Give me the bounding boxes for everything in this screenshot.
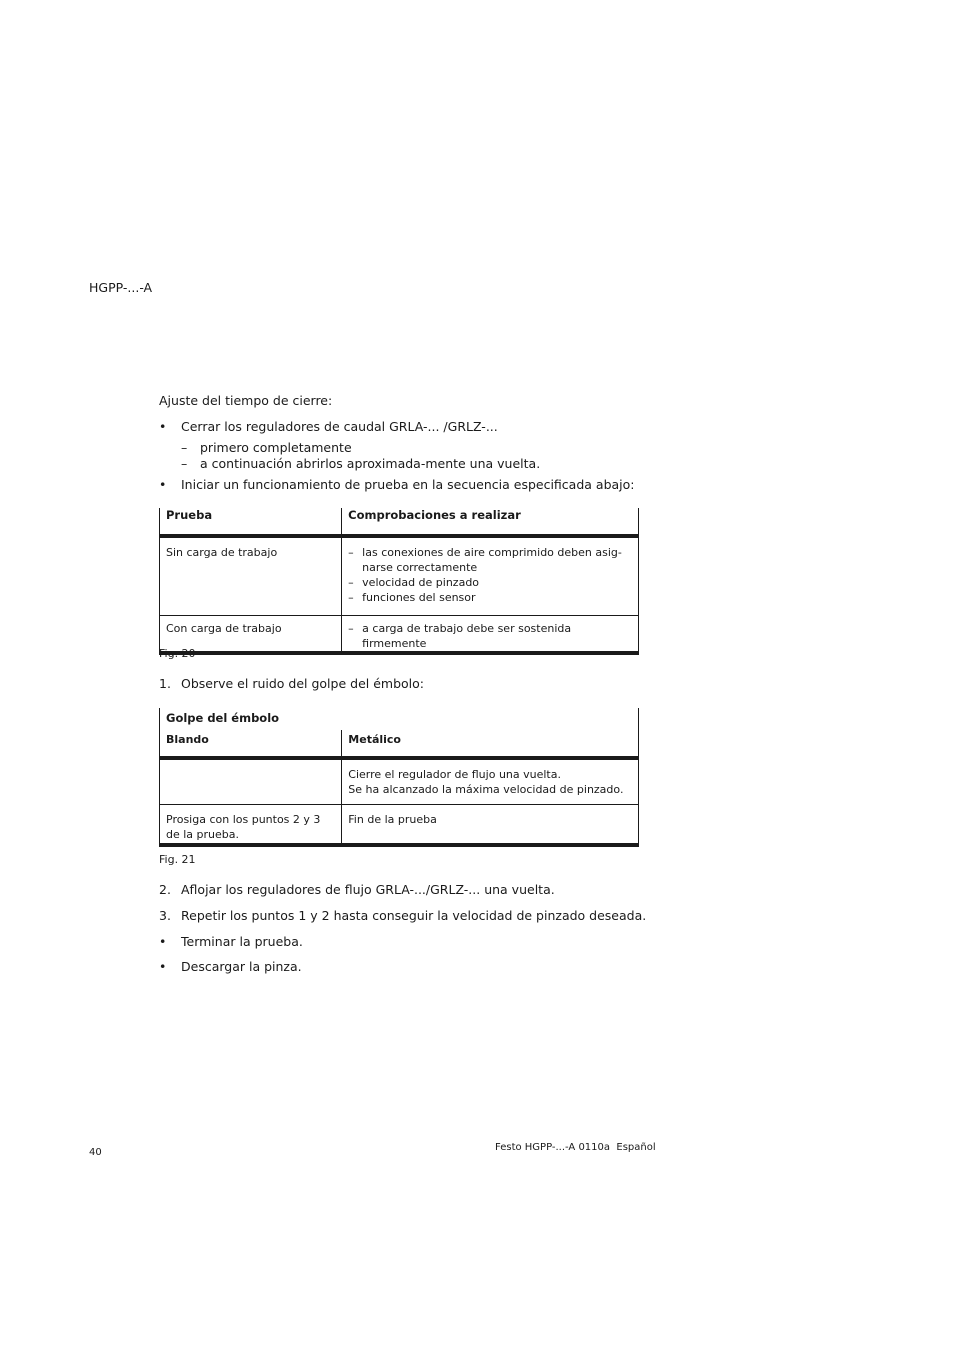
dash-symbol: – [348, 576, 354, 589]
dash-symbol: – [181, 440, 188, 455]
test-cell: Con carga de trabajo [160, 616, 342, 654]
document-reference: Festo HGPP-...-A 0110a Español [495, 1142, 656, 1153]
check-item [348, 621, 632, 651]
stroke-table [159, 708, 639, 847]
table-row [160, 536, 639, 616]
test-table [159, 508, 639, 655]
metal-cell [342, 805, 639, 846]
check-text: a carga de trabajo debe ser sostenida firmemente [362, 622, 572, 650]
check-text: las conexiones de aire comprimido deben asig-narse correctamente [362, 546, 622, 574]
dash-symbol: – [348, 622, 354, 635]
bullet-symbol: • [159, 419, 167, 434]
check-item [348, 545, 632, 575]
dash-symbol: – [181, 456, 188, 471]
sub-item-text: primero completamente [200, 440, 352, 455]
step-number: 3. [159, 908, 171, 923]
bullet-symbol: • [159, 934, 167, 949]
metal-line: Fin de la prueba [348, 813, 437, 826]
step-number: 1. [159, 676, 171, 691]
metal-line: Cierre el regulador de flujo una vuelta. [348, 768, 561, 781]
soft-cell: Prosiga con los puntos 2 y 3 de la prueba. [160, 805, 342, 846]
metal-line: Se ha alcanzado la máxima velocidad de pinzado. [348, 783, 624, 796]
column-header-metal: Metálico [342, 730, 639, 758]
check-text: velocidad de pinzado [362, 576, 480, 589]
intro-text: Ajuste del tiempo de cierre: [159, 393, 333, 408]
table-row [160, 616, 639, 654]
check-item [348, 575, 632, 590]
bullet-text: Descargar la pinza. [181, 959, 302, 974]
bullet-text: Cerrar los reguladores de caudal GRLA-... /GRLZ-... [181, 419, 498, 434]
step-text: Aflojar los reguladores de flujo GRLA-.../GRLZ-... una vuelta. [181, 882, 555, 897]
metal-cell [342, 758, 639, 805]
page-number: 40 [89, 1147, 102, 1158]
test-cell: Sin carga de trabajo [160, 536, 342, 616]
table-row [160, 758, 639, 805]
bullet-text: Terminar la prueba. [181, 934, 303, 949]
sub-item-text: a continuación abrirlos aproximada-mente una vuelta. [200, 456, 541, 471]
check-item [348, 590, 632, 605]
step-number: 2. [159, 882, 171, 897]
group-header: Golpe del émbolo [160, 708, 639, 730]
step-text: Observe el ruido del golpe del émbolo: [181, 676, 424, 691]
figure-caption: Fig. 20 [159, 647, 196, 660]
checks-cell [342, 536, 639, 616]
figure-caption: Fig. 21 [159, 853, 196, 866]
dash-symbol: – [348, 591, 354, 604]
column-header-checks: Comprobaciones a realizar [342, 508, 639, 536]
table-row [160, 805, 639, 846]
column-header-test: Prueba [160, 508, 342, 536]
step-text: Repetir los puntos 1 y 2 hasta conseguir la velocidad de pinzado deseada. [181, 908, 647, 923]
bullet-symbol: • [159, 477, 167, 492]
soft-cell [160, 758, 342, 805]
column-header-soft: Blando [160, 730, 342, 758]
dash-symbol: – [348, 546, 354, 559]
bullet-text: Iniciar un funcionamiento de prueba en la secuencia especificada abajo: [181, 477, 635, 492]
running-header: HGPP-...-A [89, 280, 153, 295]
checks-cell [342, 616, 639, 654]
bullet-symbol: • [159, 959, 167, 974]
check-text: funciones del sensor [362, 591, 476, 604]
